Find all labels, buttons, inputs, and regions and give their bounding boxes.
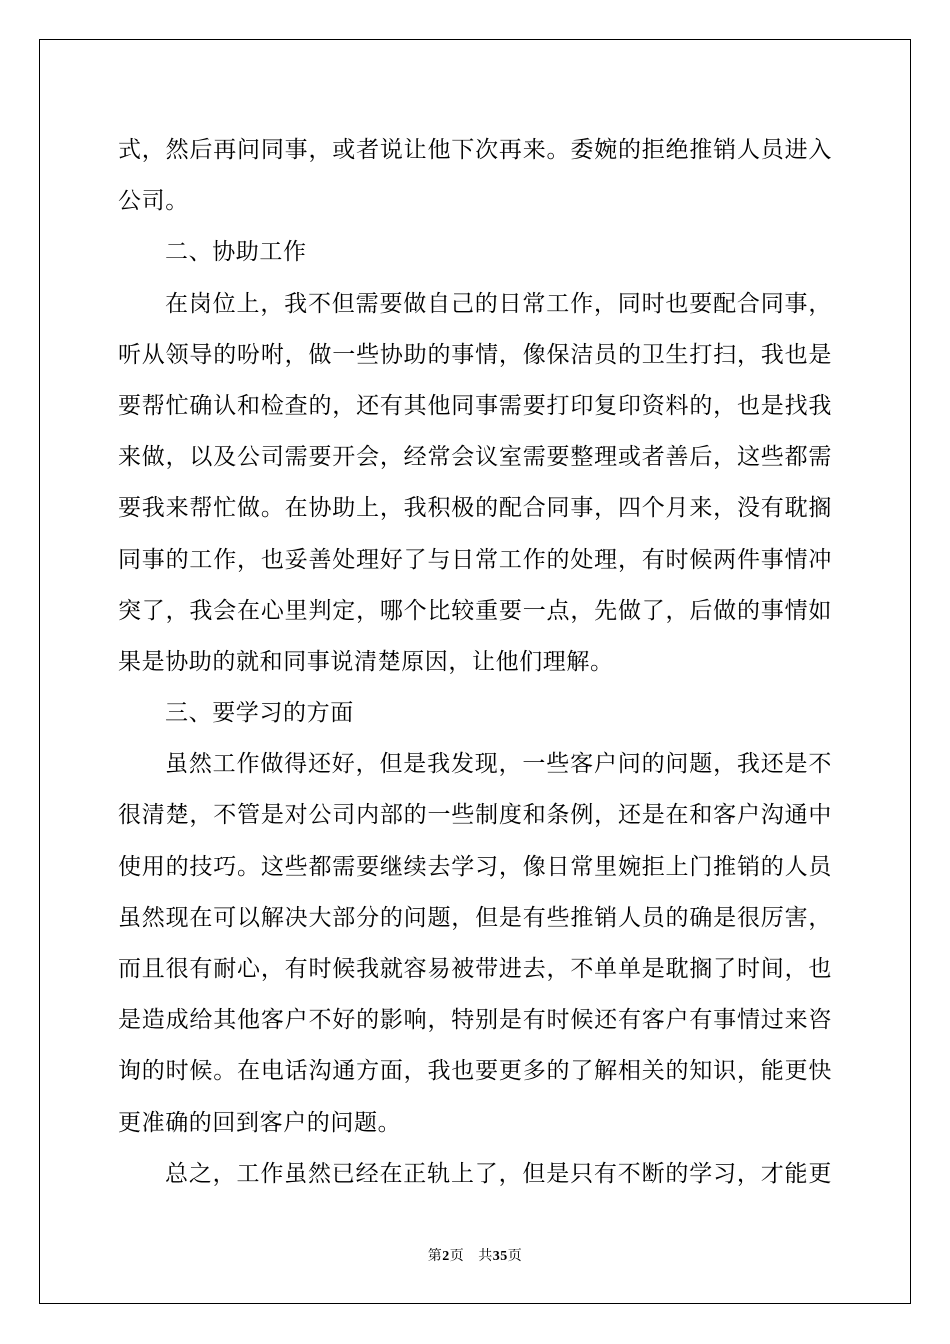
text-line: 是造成给其他客户不好的影响，特别是有时候还有客户有事情过来咨 bbox=[118, 1007, 832, 1034]
document-body bbox=[118, 125, 832, 1200]
section-heading: 二、协助工作 bbox=[165, 239, 307, 266]
total-suffix: 页 bbox=[507, 1248, 523, 1264]
total-prefix: 共 bbox=[478, 1248, 493, 1264]
text-line: 果是协助的就和同事说清楚原因，让他们理解。 bbox=[118, 648, 614, 675]
text-line: 要我来帮忙做。在协助上，我积极的配合同事，四个月来，没有耽搁 bbox=[118, 495, 832, 522]
text-line: 要帮忙确认和检查的，还有其他同事需要打印复印资料的，也是找我 bbox=[118, 392, 832, 419]
text-line: 式，然后再问同事，或者说让他下次再来。委婉的拒绝推销人员进入 bbox=[118, 137, 832, 163]
text-line: 在岗位上，我不但需要做自己的日常工作，同时也要配合同事， bbox=[165, 290, 832, 317]
total-pages: 35 bbox=[492, 1249, 508, 1264]
text-line: 虽然工作做得还好，但是我发现，一些客户问的问题，我还是不 bbox=[165, 751, 832, 778]
page-number: 2 bbox=[442, 1249, 450, 1264]
text-line: 更准确的回到客户的问题。 bbox=[118, 1109, 402, 1136]
text-line: 同事的工作，也妥善处理好了与日常工作的处理，有时候两件事情冲 bbox=[118, 546, 832, 573]
section-heading: 三、要学习的方面 bbox=[165, 700, 354, 727]
text-line: 询的时候。在电话沟通方面，我也要更多的了解相关的知识，能更快 bbox=[118, 1058, 832, 1085]
text-line: 来做，以及公司需要开会，经常会议室需要整理或者善后，这些都需 bbox=[118, 444, 832, 471]
text-line: 突了，我会在心里判定，哪个比较重要一点，先做了，后做的事情如 bbox=[118, 597, 832, 624]
text-line: 使用的技巧。这些都需要继续去学习，像日常里婉拒上门推销的人员 bbox=[118, 853, 832, 880]
text-line: 虽然现在可以解决大部分的问题，但是有些推销人员的确是很厉害， bbox=[118, 904, 832, 931]
text-line: 很清楚，不管是对公司内部的一些制度和条例，还是在和客户沟通中 bbox=[118, 802, 832, 829]
text-line: 公司。 bbox=[118, 188, 189, 215]
text-line: 而且很有耐心，有时候我就容易被带进去，不单单是耽搁了时间，也 bbox=[118, 956, 832, 982]
page-footer bbox=[0, 1246, 950, 1267]
page-prefix: 第 bbox=[427, 1248, 443, 1264]
text-line: 听从领导的吩咐，做一些协助的事情，像保洁员的卫生打扫，我也是 bbox=[118, 341, 832, 368]
page-suffix: 页 bbox=[449, 1248, 465, 1264]
text-line: 总之，工作虽然已经在正轨上了，但是只有不断的学习，才能更 bbox=[165, 1160, 832, 1187]
